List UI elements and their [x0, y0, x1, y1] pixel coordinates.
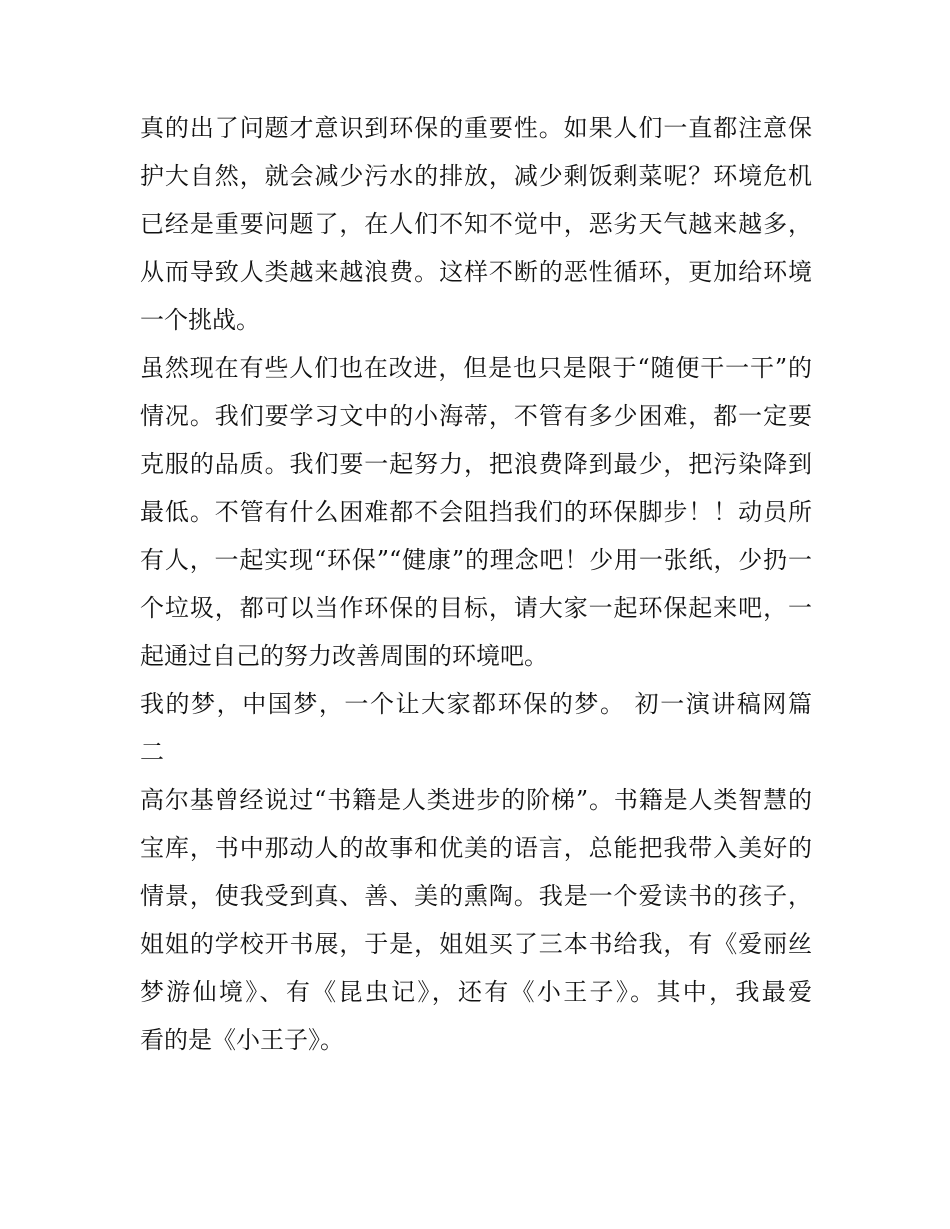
text-line: 梦游仙境》、有《昆虫记》，还有《小王子》。其中，我最爱	[140, 978, 812, 1006]
text-line: 情景，使我受到真、善、美的熏陶。我是一个爱读书的孩子，	[140, 882, 812, 910]
text-line: 虽然现在有些人们也在改进，但是也只是限于“随便干一干”的	[140, 354, 812, 382]
text-line: 有人，一起实现“环保”“健康”的理念吧！少用一张纸，少扔一	[140, 546, 812, 574]
text-line: 护大自然，就会减少污水的排放，减少剩饭剩菜呢？环境危机	[140, 162, 812, 190]
text-line: 看的是《小王子》。	[140, 1026, 344, 1054]
text-line: 起通过自己的努力改善周围的环境吧。	[140, 642, 548, 670]
text-line: 一个挑战。	[140, 306, 260, 334]
document-body	[140, 104, 812, 1064]
text-line: 最低。不管有什么困难都不会阻挡我们的环保脚步！！动员所	[140, 498, 812, 526]
text-line: 高尔基曾经说过“书籍是人类进步的阶梯”。书籍是人类智慧的	[140, 786, 812, 814]
text-line: 宝库，书中那动人的故事和优美的语言，总能把我带入美好的	[140, 834, 812, 862]
text-line: 姐姐的学校开书展，于是，姐姐买了三本书给我，有《爱丽丝	[140, 930, 812, 958]
text-line: 真的出了问题才意识到环保的重要性。如果人们一直都注意保	[140, 114, 812, 142]
text-line: 克服的品质。我们要一起努力，把浪费降到最少，把污染降到	[140, 450, 812, 478]
text-line: 情况。我们要学习文中的小海蒂，不管有多少困难，都一定要	[140, 402, 812, 430]
text-line: 已经是重要问题了，在人们不知不觉中，恶劣天气越来越多，	[140, 210, 812, 238]
text-line: 个垃圾，都可以当作环保的目标，请大家一起环保起来吧，一	[140, 594, 812, 622]
text-line: 二	[140, 738, 164, 766]
text-line: 从而导致人类越来越浪费。这样不断的恶性循环，更加给环境	[140, 258, 812, 286]
text-line: 我的梦，中国梦，一个让大家都环保的梦。 初一演讲稿网篇	[140, 690, 812, 718]
